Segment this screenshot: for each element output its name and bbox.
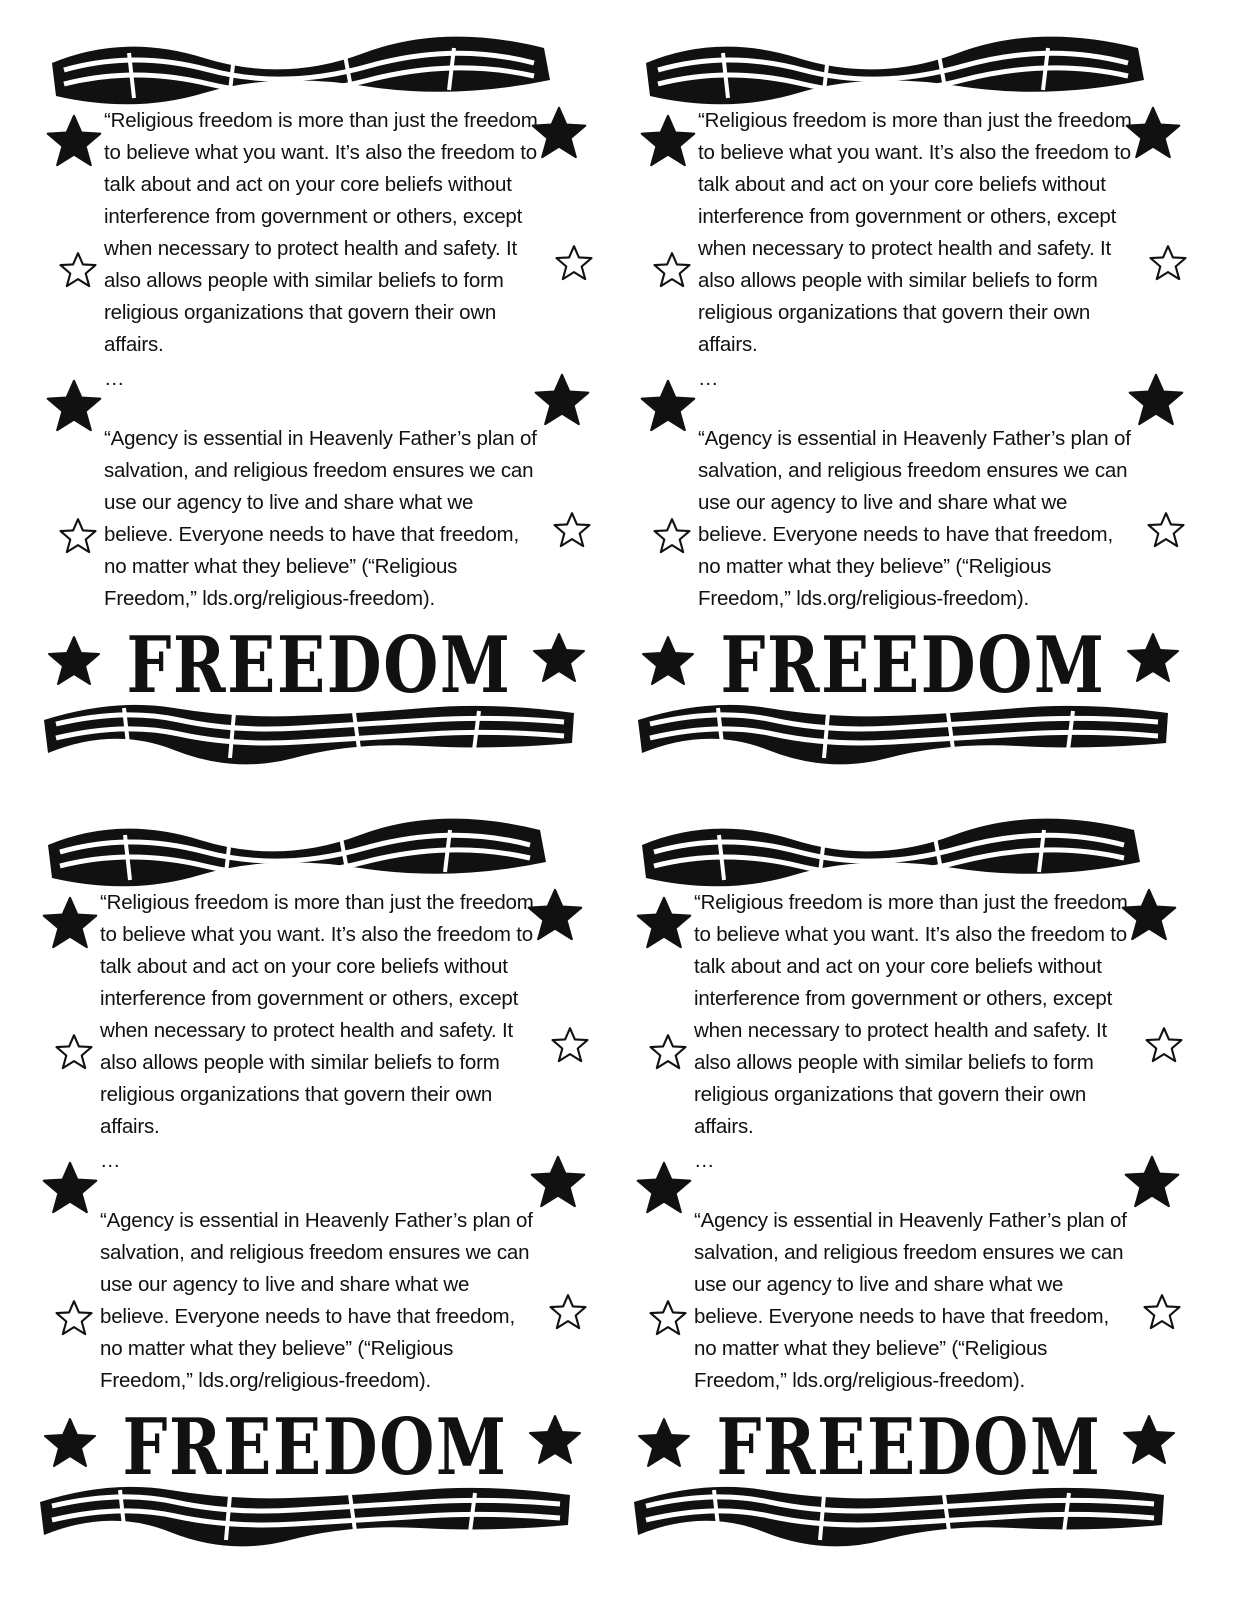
star-outline-icon <box>655 519 690 552</box>
quote-text: “Agency is essential in Heavenly Father’s plan of salvation, and religious freedom ensures we can use our agency to live and share what we believe. Everyone needs to have that freedom, no matter what they believe” (“Religious Freedom,” lds.org/religious-freedom). <box>694 1209 1127 1392</box>
star-filled-icon <box>534 634 584 681</box>
quote-text: “Agency is essential in Heavenly Father’s plan of salvation, and religious freedom ensures we can use our agency to live and share what we believe. Everyone needs to have that freedom, no matter what they believe” (“Religious Freedom,” lds.org/religious-freedom). <box>698 427 1131 610</box>
bottom-striped-banner <box>638 705 1168 765</box>
ellipsis: … <box>698 367 719 390</box>
star-filled-icon <box>639 1419 689 1466</box>
star-filled-icon <box>643 637 693 684</box>
bottom-striped-banner <box>44 705 574 765</box>
star-outline-icon <box>651 1301 686 1334</box>
bottom-striped-banner <box>40 1487 570 1547</box>
star-filled-icon <box>638 898 691 947</box>
top-striped-banner <box>642 819 1140 887</box>
religious-freedom-quote <box>698 105 1138 395</box>
top-striped-banner <box>48 819 546 887</box>
quote-text: “Religious freedom is more than just the freedom to believe what you want. It’s also the freedom to talk about and act on your core beliefs without interference from government or others, except when necessary to protect health and safety. It also allows people with similar beliefs to form religious organizations that govern their own affairs. <box>104 109 538 356</box>
star-outline-icon <box>553 1028 588 1061</box>
star-outline-icon <box>57 1035 92 1068</box>
star-filled-icon <box>45 1419 95 1466</box>
bottom-striped-banner <box>634 1487 1164 1547</box>
star-filled-icon <box>642 381 695 430</box>
star-outline-icon <box>651 1035 686 1068</box>
ellipsis: … <box>104 367 125 390</box>
star-filled-icon <box>49 637 99 684</box>
top-striped-banner <box>52 37 550 105</box>
quote-text: “Religious freedom is more than just the freedom to believe what you want. It’s also the freedom to talk about and act on your core beliefs without interference from government or others, except when necessary to protect health and safety. It also allows people with similar beliefs to form religious organizations that govern their own affairs. <box>694 891 1128 1138</box>
quote-text: “Religious freedom is more than just the freedom to believe what you want. It’s also the freedom to talk about and act on your core beliefs without interference from government or others, except when necessary to protect health and safety. It also allows people with similar beliefs to form religious organizations that govern their own affairs. <box>100 891 534 1138</box>
freedom-title <box>118 1402 513 1492</box>
star-outline-icon <box>557 246 592 279</box>
star-outline-icon <box>61 253 96 286</box>
freedom-word: FREEDOM <box>720 620 1106 711</box>
star-filled-icon <box>530 1416 580 1463</box>
quote-text: “Religious freedom is more than just the freedom to believe what you want. It’s also the freedom to talk about and act on your core beliefs without interference from government or others, except when necessary to protect health and safety. It also allows people with similar beliefs to form religious organizations that govern their own affairs. <box>698 109 1132 356</box>
quote-card <box>34 8 624 788</box>
ellipsis: … <box>100 1149 121 1172</box>
quote-card <box>624 790 1214 1570</box>
star-filled-icon <box>48 381 101 430</box>
star-outline-icon <box>61 519 96 552</box>
agency-quote <box>104 423 544 615</box>
star-filled-icon <box>48 116 101 165</box>
quote-text: “Agency is essential in Heavenly Father’s plan of salvation, and religious freedom ensures we can use our agency to live and share what we believe. Everyone needs to have that freedom, no matter what they believe” (“Religious Freedom,” lds.org/religious-freedom). <box>104 427 537 610</box>
star-filled-icon <box>642 116 695 165</box>
star-outline-icon <box>1149 513 1184 546</box>
star-outline-icon <box>1147 1028 1182 1061</box>
religious-freedom-quote <box>100 887 540 1177</box>
agency-quote <box>698 423 1138 615</box>
quote-card <box>628 8 1218 788</box>
star-outline-icon <box>555 513 590 546</box>
freedom-title <box>716 620 1111 710</box>
freedom-word: FREEDOM <box>122 1402 508 1493</box>
star-outline-icon <box>551 1295 586 1328</box>
religious-freedom-quote <box>104 105 544 395</box>
freedom-title <box>712 1402 1107 1492</box>
star-outline-icon <box>655 253 690 286</box>
star-outline-icon <box>1151 246 1186 279</box>
star-outline-icon <box>57 1301 92 1334</box>
star-filled-icon <box>638 1163 691 1212</box>
freedom-word: FREEDOM <box>126 620 512 711</box>
star-filled-icon <box>44 898 97 947</box>
star-filled-icon <box>44 1163 97 1212</box>
star-outline-icon <box>1145 1295 1180 1328</box>
freedom-title <box>122 620 517 710</box>
star-filled-icon <box>1128 634 1178 681</box>
agency-quote <box>694 1205 1134 1397</box>
religious-freedom-quote <box>694 887 1134 1177</box>
ellipsis: … <box>694 1149 715 1172</box>
top-striped-banner <box>646 37 1144 105</box>
quote-card <box>30 790 620 1570</box>
freedom-word: FREEDOM <box>716 1402 1102 1493</box>
quote-text: “Agency is essential in Heavenly Father’s plan of salvation, and religious freedom ensures we can use our agency to live and share what we believe. Everyone needs to have that freedom, no matter what they believe” (“Religious Freedom,” lds.org/religious-freedom). <box>100 1209 533 1392</box>
agency-quote <box>100 1205 540 1397</box>
star-filled-icon <box>1124 1416 1174 1463</box>
